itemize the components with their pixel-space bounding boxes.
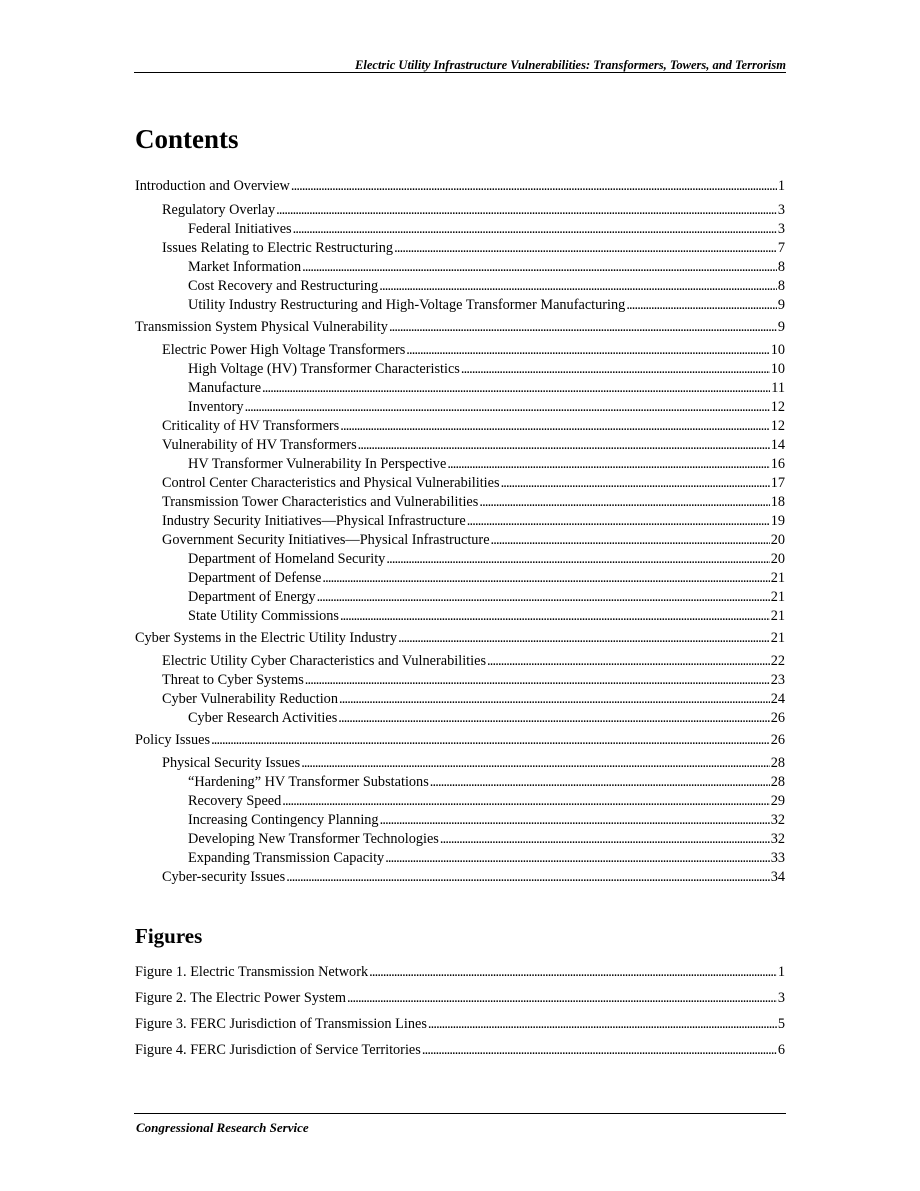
dot-leader [347,989,777,1007]
toc-entry[interactable] [135,239,785,257]
dot-leader [286,868,770,886]
entry-title: Industry Security Initiatives—Physical Infrastructure [162,513,466,529]
entry-title: Vulnerability of HV Transformers [162,437,357,453]
entry-title: Figure 2. The Electric Power System [135,990,346,1006]
page-number: 3 [777,990,785,1006]
page-number: 8 [777,278,785,294]
toc-entry[interactable] [135,588,785,606]
entry-title: Regulatory Overlay [162,202,276,218]
toc-entry[interactable] [135,512,785,530]
contents-title: Contents [135,124,239,154]
dot-leader [487,652,770,670]
dot-leader [428,1015,777,1033]
toc-entry[interactable] [135,849,785,867]
figure-entry[interactable] [135,963,785,981]
toc-entry[interactable] [135,754,785,772]
dot-leader [340,607,770,625]
page-number: 29 [770,793,785,809]
entry-title: Cyber Research Activities [188,710,338,726]
running-header: Electric Utility Infrastructure Vulnerabilities: Transformers, Towers, and Terrorism [355,58,786,72]
page-number: 32 [770,831,785,847]
dot-leader [440,830,770,848]
page-number: 26 [770,710,785,726]
entry-title: Figure 1. Electric Transmission Network [135,964,369,980]
toc-entry[interactable] [135,177,785,195]
page-number: 32 [770,812,785,828]
entry-title: Physical Security Issues [162,755,301,771]
entry-title: Increasing Contingency Planning [188,812,379,828]
entry-title: Electric Utility Cyber Characteristics and Vulnerabilities [162,653,487,669]
figures-title: Figures [135,924,203,948]
page-number: 28 [770,755,785,771]
toc-entry[interactable] [135,868,785,886]
page-number: 6 [777,1042,785,1058]
entry-title: Cyber Systems in the Electric Utility Industry [135,630,398,646]
toc-entry[interactable] [135,773,785,791]
entry-title: High Voltage (HV) Transformer Characteristics [188,361,460,377]
page-number: 22 [770,653,785,669]
page-number: 28 [770,774,785,790]
dot-leader [501,474,770,492]
toc-entry[interactable] [135,531,785,549]
dot-leader [358,436,770,454]
entry-title: Inventory [188,399,244,415]
dot-leader [422,1041,777,1059]
page-number: 7 [777,240,785,256]
toc-entry[interactable] [135,436,785,454]
entry-title: Figure 3. FERC Jurisdiction of Transmission Lines [135,1016,427,1032]
page-number: 20 [770,532,785,548]
dot-leader [317,588,770,606]
dot-leader [380,811,770,829]
dot-leader [293,220,777,238]
header-rule [134,72,786,73]
entry-title: Cyber-security Issues [162,869,286,885]
toc-entry[interactable] [135,569,785,587]
entry-title: Criticality of HV Transformers [162,418,340,434]
dot-leader [302,258,777,276]
dot-leader [430,773,770,791]
page-number: 1 [777,178,785,194]
page-number: 1 [777,964,785,980]
dot-leader [386,550,769,568]
entry-title: Control Center Characteristics and Physical Vulnerabilities [162,475,500,491]
entry-title: Government Security Initiatives—Physical Infrastructure [162,532,490,548]
dot-leader [398,629,770,647]
dot-leader [467,512,770,530]
entry-title: Manufacture [188,380,262,396]
toc-entry[interactable] [135,201,785,219]
page-number: 16 [770,456,785,472]
page-number: 21 [770,630,785,646]
dot-leader [245,398,770,416]
dot-leader [262,379,770,397]
dot-leader [394,239,777,257]
page-number: 19 [770,513,785,529]
entry-title: Transmission Tower Characteristics and Vulnerabilities [162,494,479,510]
dot-leader [369,963,777,981]
entry-title: Recovery Speed [188,793,282,809]
dot-leader [385,849,770,867]
toc-entry[interactable] [135,277,785,295]
page-number: 9 [777,319,785,335]
entry-title: Transmission System Physical Vulnerability [135,319,388,335]
entry-title: Policy Issues [135,732,211,748]
toc-entry[interactable] [135,318,785,336]
entry-title: Utility Industry Restructuring and High-Voltage Transformer Manufacturing [188,297,626,313]
page-number: 24 [770,691,785,707]
dot-leader [406,341,769,359]
footer-publisher: Congressional Research Service [136,1120,309,1135]
page-number: 23 [770,672,785,688]
footer-rule [134,1113,786,1114]
page-number: 3 [777,221,785,237]
toc-entry[interactable] [135,398,785,416]
toc-entry[interactable] [135,220,785,238]
toc-entry[interactable] [135,258,785,276]
page-number: 3 [777,202,785,218]
toc-entry[interactable] [135,379,785,397]
dot-leader [340,417,769,435]
toc-entry[interactable] [135,296,785,314]
entry-title: Introduction and Overview [135,178,290,194]
page-number: 10 [770,342,785,358]
page-number: 9 [777,297,785,313]
toc-entry[interactable] [135,493,785,511]
page-number: 8 [777,259,785,275]
figure-entry[interactable] [135,989,785,1007]
dot-leader [282,792,769,810]
page-number: 26 [770,732,785,748]
entry-title: Issues Relating to Electric Restructuring [162,240,394,256]
toc-entry[interactable] [135,607,785,625]
toc-entry[interactable] [135,360,785,378]
page-number: 12 [770,418,785,434]
entry-title: Department of Energy [188,589,316,605]
dot-leader [322,569,769,587]
dot-leader [479,493,769,511]
dot-leader [389,318,777,336]
dot-leader [379,277,777,295]
toc-entry[interactable] [135,792,785,810]
toc-entry[interactable] [135,550,785,568]
dot-leader [305,671,770,689]
dot-leader [291,177,777,195]
page-number: 34 [770,869,785,885]
entry-title: Threat to Cyber Systems [162,672,304,688]
entry-title: Market Information [188,259,302,275]
dot-leader [211,731,770,749]
page-number: 17 [770,475,785,491]
page-number: 21 [770,570,785,586]
entry-title: Federal Initiatives [188,221,292,237]
entry-title: HV Transformer Vulnerability In Perspective [188,456,447,472]
dot-leader [447,455,769,473]
dot-leader [301,754,770,772]
figure-entry[interactable] [135,1015,785,1033]
entry-title: Expanding Transmission Capacity [188,850,385,866]
page-number: 20 [770,551,785,567]
entry-title: State Utility Commissions [188,608,339,624]
toc-entry[interactable] [135,629,785,647]
page-number: 11 [771,380,785,396]
toc-entry[interactable] [135,417,785,435]
page-number: 14 [770,437,785,453]
toc-entry[interactable] [135,830,785,848]
entry-title: Cost Recovery and Restructuring [188,278,379,294]
page-number: 18 [770,494,785,510]
page-number: 33 [770,850,785,866]
page-number: 21 [770,589,785,605]
entry-title: Department of Homeland Security [188,551,386,567]
entry-title: Figure 4. FERC Jurisdiction of Service Territories [135,1042,421,1058]
page-number: 5 [777,1016,785,1032]
toc-entry[interactable] [135,671,785,689]
toc-entry[interactable] [135,731,785,749]
figure-entry[interactable] [135,1041,785,1059]
entry-title: Developing New Transformer Technologies [188,831,439,847]
dot-leader [491,531,770,549]
page-number: 10 [770,361,785,377]
entry-title: Cyber Vulnerability Reduction [162,691,338,707]
toc-entry[interactable] [135,690,785,708]
dot-leader [461,360,770,378]
dot-leader [276,201,777,219]
dot-leader [626,296,777,314]
toc-entry[interactable] [135,652,785,670]
page-number: 21 [770,608,785,624]
toc-entry[interactable] [135,811,785,829]
toc-entry[interactable] [135,341,785,359]
toc-entry[interactable] [135,709,785,727]
entry-title: Department of Defense [188,570,322,586]
dot-leader [339,690,770,708]
entry-title: “Hardening” HV Transformer Substations [188,774,429,790]
toc-entry[interactable] [135,455,785,473]
dot-leader [338,709,769,727]
page-number: 12 [770,399,785,415]
toc-entry[interactable] [135,474,785,492]
entry-title: Electric Power High Voltage Transformers [162,342,406,358]
